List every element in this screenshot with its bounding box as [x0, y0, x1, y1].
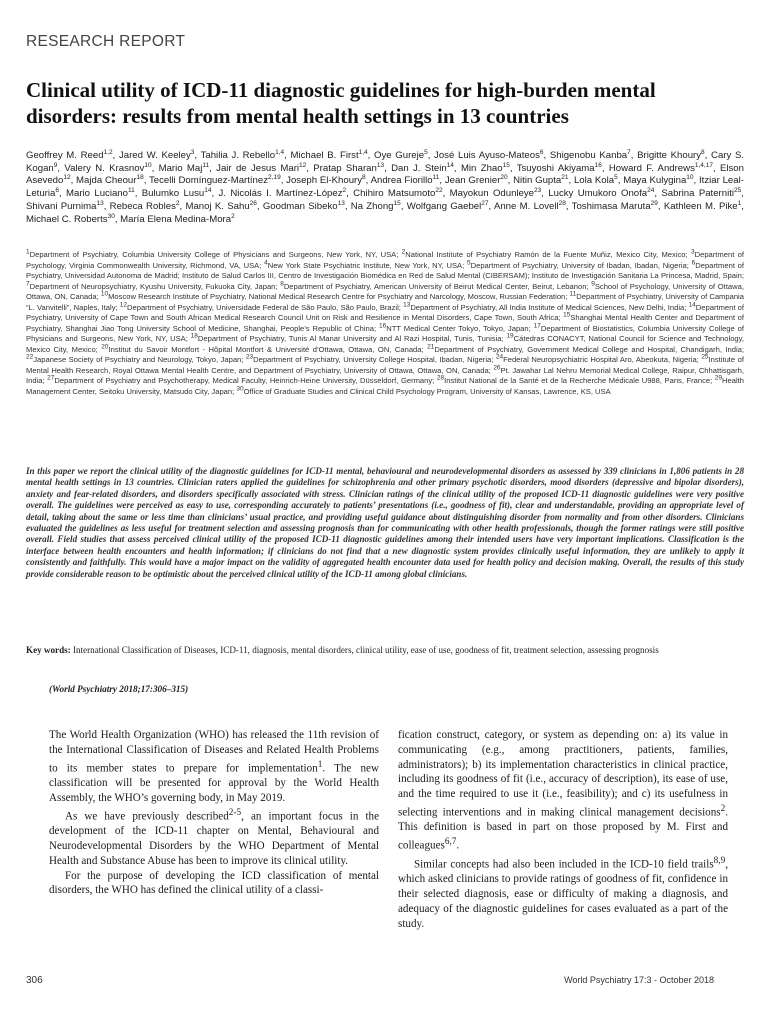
- author: [76, 175, 144, 186]
- author-affiliation-marker: 20: [500, 174, 508, 182]
- author: [391, 163, 454, 174]
- author: [66, 188, 135, 199]
- affiliation-number: 30: [236, 384, 244, 392]
- author-affiliation-marker: 29: [650, 199, 658, 207]
- author-affiliation-marker: 12: [63, 174, 71, 182]
- author-name: Oye Gureje: [374, 150, 425, 161]
- affiliation: [264, 258, 465, 270]
- affiliation-number: 21: [427, 342, 435, 350]
- affiliation-number: 24: [495, 353, 504, 361]
- author: [609, 163, 713, 174]
- affiliation-number: 25: [701, 353, 709, 361]
- affiliation-text: Office of Graduate Studies and Clinical Child Psychology Program, University of Kansas, Lawrence, KS, USA: [243, 386, 611, 396]
- affiliation-number: 29: [714, 374, 723, 382]
- affiliation: [437, 376, 712, 385]
- author-list: Geoffrey M. Reed$^{1,2}$, Jared W. Keeley$^3$, Tahilia J. Rebello$^{1,4}$, Michael B. First$^{1,4}$, Oye Gureje$^5$, José Luis Ayuso-Mateos$^6$, Shigenobu Kanba$^7$, Brigitte Khoury$^8$, Cary S. Kogan$^9$, Valery N. Krasnov$^{10}$, Mario Maj$^{11}$, Jair de Jesus Mari$^{12}$, Pratap Sharan$^{13}$, Dan J. Stein$^{14}$, Min Zhao$^{15}$, Tsuyoshi Akiyama$^{16}$, Howard F. Andrews$^{1,4,17}$, Elson Asevedo$^{12}$, Majda Cheour$^{18}$, Tecelli Domínguez-Martínez$^{2,19}$, Joseph El-Khoury$^8$, Andrea Fiorillo$^{11}$, Jean Grenier$^{20}$, Nitin Gupta$^{21}$, Lola Kola$^5$, Maya Kulygina$^{10}$, Itziar Leal-Leturia$^6$, Mario Luciano$^{11}$, Bulumko Lusu$^{14}$, J. Nicolás I. Martínez-López$^2$, Chihiro Matsumoto$^{22}$, Mayokun Odunleye$^{23}$, Lucky Umukoro Onofa$^{24}$, Sabrina Paterniti$^{25}$, Shivani Purnima$^{13}$, Rebeca Robles$^2$, Manoj K. Sahu$^{26}$, Goodman Sibeko$^{13}$, Na Zhong$^{15}$, Wolfgang Gaebel$^{27}$, Anne M. Lovell$^{28}$, Toshimasa Maruta$^{29}$, Kathleen M. Pike$^1$, Michael C. Roberts$^{30}$, María Elena Medina-Mora$^2$: [26, 148, 745, 225]
- author-affiliation-marker: 30: [107, 212, 115, 220]
- author-affiliation-marker: 10: [686, 174, 694, 182]
- author-name: Michael C. Roberts: [26, 213, 108, 225]
- affiliation-number: 12: [119, 300, 128, 308]
- affiliation: [26, 250, 398, 259]
- affiliation: [101, 292, 568, 301]
- author-affiliation-marker: 11: [127, 186, 135, 194]
- body-text: The World Health Organization (WHO) has released the 11th revision of the International Classification of Diseases and Related Health Problems to its member states to prepare for implementation: [49, 729, 379, 775]
- author-name: Geoffrey M. Reed: [26, 150, 104, 161]
- page-number: 306: [26, 975, 43, 986]
- affiliation: [47, 376, 434, 385]
- author-name: Pratap Sharan: [313, 162, 377, 174]
- author-name: Elson Asevedo: [26, 162, 744, 187]
- author: [371, 175, 440, 186]
- citation: (World Psychiatry 2018;17:306–315): [49, 684, 189, 694]
- body-paragraph: [398, 728, 728, 854]
- author-affiliation-marker: 7: [627, 148, 631, 156]
- affiliation-text: Cátedras CONACYT, National Council for Science and Technology, Mexico City, Mexico;: [26, 334, 744, 354]
- affiliation-text: Institut du Savoir Montfort - Hôpital Montfort & Université d’Ottawa, Ottawa, ON, Canada;: [108, 344, 424, 354]
- body-paragraph: [49, 869, 379, 899]
- affiliation: [246, 355, 493, 364]
- author-name: Kathleen M. Pike: [663, 200, 738, 212]
- author: [513, 175, 568, 186]
- affiliation: [191, 334, 504, 343]
- affiliation-text: Department of Psychiatry, University of Ibadan, Ibadan, Nigeria;: [470, 260, 689, 270]
- affiliation-number: 6: [691, 258, 696, 266]
- author-name: Jean Grenier: [444, 175, 501, 187]
- author-name: Mario Maj: [158, 162, 203, 174]
- author: [313, 163, 384, 174]
- affiliation-number: 17: [533, 321, 541, 329]
- affiliation-number: 13: [403, 300, 411, 308]
- affiliation-text: Department of Psychiatry, Columbia University College of Physicians and Surgeons, New York, NY, USA;: [29, 250, 399, 259]
- author: [120, 214, 235, 225]
- author-affiliation-marker: 14: [446, 161, 454, 169]
- author-name: Lola Kola: [573, 175, 615, 187]
- body-paragraph: [49, 806, 379, 869]
- author-affiliation-marker: 2,19: [268, 174, 281, 182]
- affiliation-number: 1: [26, 248, 30, 256]
- author-name: Michael B. First: [290, 150, 359, 161]
- affiliation: [26, 279, 278, 291]
- author-affiliation-marker: 13: [96, 199, 104, 207]
- affiliation-number: 20: [101, 342, 109, 350]
- body-text: . The new classification will be presented for approval by the World Health Assembly, the WHO’s governing body, in May 2019.: [49, 762, 379, 804]
- author-affiliation-marker: 8: [362, 174, 366, 182]
- author-affiliation-marker: 1,4: [275, 148, 285, 156]
- author-name: Min Zhao: [460, 162, 503, 174]
- affiliation: [236, 384, 611, 396]
- author-name: Lucky Umukoro Onofa: [548, 188, 648, 200]
- affiliation-text: Institute of Mental Health Research, Royal Ottawa Mental Health Centre, and Department of Psychiatry, University of Ottawa, Ottawa, ON, Canada;: [26, 355, 744, 375]
- author-affiliation-marker: 12: [299, 161, 307, 169]
- body-text: Similar concepts had also been included in the ICD-10 field trails: [414, 858, 714, 871]
- author-name: Mayokun Odunleye: [449, 188, 535, 200]
- author: [219, 188, 347, 199]
- author: [351, 201, 401, 212]
- body-text: .: [456, 839, 460, 852]
- author-affiliation-marker: 15: [393, 199, 401, 207]
- author-affiliation-marker: 13: [337, 199, 345, 207]
- author: [286, 175, 366, 186]
- author: [26, 201, 104, 212]
- affiliation-text: Health Management Center, Seitoku University, Matsudo City, Japan;: [26, 376, 744, 396]
- author-name: Tsuyoshi Akiyama: [516, 162, 595, 174]
- affiliation-number: 3: [691, 248, 695, 256]
- affiliation-text: Department of Biostatistics, Columbia University College of Physicians and Surgeons, New York, NY, USA;: [26, 323, 744, 343]
- author-affiliation-marker: 2: [231, 212, 235, 220]
- author-affiliation-marker: 25: [734, 186, 742, 194]
- affiliation-text: School of Psychology, University of Ottawa, Ottawa, ON, Canada;: [26, 281, 744, 301]
- author: [26, 150, 113, 161]
- author-affiliation-marker: 3: [190, 148, 195, 156]
- author-name: Itziar Leal-Leturia: [26, 175, 744, 200]
- keywords-text: International Classification of Diseases, ICD-11, diagnosis, mental disorders, clinical utility, ease of use, goodness of fit, treatment selection, assessing prognosis: [73, 645, 659, 655]
- author-affiliation-marker: 8: [701, 148, 705, 156]
- author-name: Mario Luciano: [66, 188, 128, 200]
- journal-footer: World Psychiatry 17:3 - October 2018: [564, 975, 714, 985]
- author-affiliation-marker: 22: [435, 186, 443, 194]
- affiliation-text: Shanghai Mental Health Center and Department of Psychiatry, Shanghai Jiao Tong University School of Medicine, Shanghai, People’s Republic of China;: [26, 313, 744, 333]
- affiliation: [119, 300, 401, 312]
- author-name: Sabrina Paterniti: [661, 188, 735, 200]
- affiliation-number: 8: [280, 279, 284, 287]
- author-affiliation-marker: 1,4: [358, 148, 368, 156]
- affiliation: [496, 355, 699, 364]
- author: [494, 201, 566, 212]
- author: [374, 150, 428, 161]
- author-affiliation-marker: 2: [175, 199, 180, 207]
- author-affiliation-marker: 10: [144, 161, 152, 169]
- affiliation: [26, 355, 243, 364]
- author: [263, 201, 345, 212]
- body-text: As we have previously described: [65, 810, 229, 823]
- author-affiliation-marker: 13: [376, 161, 385, 169]
- affiliation-text: Department of Psychiatry, Government Medical College and Hospital, Chandigarh, India;: [434, 344, 744, 354]
- author: [353, 188, 442, 199]
- author-name: Tahilia J. Rebello: [200, 150, 276, 161]
- author-affiliation-marker: 14: [204, 186, 212, 194]
- author-affiliation-marker: 24: [647, 186, 655, 194]
- author-name: Joseph El-Khoury: [286, 175, 363, 187]
- author-affiliation-marker: 11: [202, 161, 210, 169]
- author: [407, 201, 489, 212]
- author-name: Valery N. Krasnov: [64, 162, 145, 174]
- affiliations: [26, 250, 744, 397]
- author-name: Chihiro Matsumoto: [353, 188, 436, 200]
- affiliation-text: Department of Neuropsychiatry, Kyushu University, Fukuoka City, Japan;: [29, 281, 278, 291]
- affiliation-text: Department of Psychology, Virginia Commonwealth University, Richmond, VA, USA;: [26, 250, 744, 270]
- affiliation-text: Federal Neuropsychiatric Hospital Aro, Abeokuta, Nigeria;: [503, 355, 699, 364]
- author: [623, 175, 693, 186]
- author-name: Toshimasa Maruta: [571, 200, 651, 212]
- author-affiliation-marker: 6: [55, 186, 59, 194]
- affiliation: [403, 300, 687, 312]
- author: [661, 188, 741, 199]
- affiliation-number: 5: [466, 258, 471, 266]
- author-name: Wolfgang Gaebel: [406, 200, 482, 212]
- author-affiliation-marker: 16: [594, 161, 602, 169]
- affiliation-text: New York State Psychiatric Institute, New York, NY, USA;: [267, 260, 465, 270]
- author: [185, 201, 256, 212]
- author-affiliation-marker: 18: [136, 174, 144, 182]
- affiliation-number: 2: [401, 248, 406, 256]
- affiliation-number: 16: [379, 321, 387, 329]
- author-name: Jair de Jesus Mari: [216, 162, 300, 174]
- body-text: fication construct, category, or system as depending on: a) its value in communicating (e.g., among practitioners, patients, families, administrators); b) its implementation characteristics in clinical practice, including its goodness of fit (i.e., accuracy of description), its ease of use, and the time required to use it (i.e., feasibility); and c) its usefulness in selecting interventions and in making clinical management decisions: [398, 729, 728, 819]
- author-affiliation-marker: 28: [558, 199, 566, 207]
- author: [637, 150, 705, 161]
- affiliation-text: Pt. Jawahar Lal Nehru Memorial Medical College, Raipur, Chhattisgarh, India;: [26, 365, 744, 385]
- author: [574, 175, 618, 186]
- affiliation-number: 9: [591, 279, 595, 287]
- affiliation-text: Japanese Society of Psychiatry and Neurology, Tokyo, Japan;: [33, 355, 244, 364]
- author-affiliation-marker: 2: [342, 186, 347, 194]
- affiliation-number: 10: [100, 290, 109, 298]
- citation-reference: 1: [317, 759, 323, 770]
- keywords-label: Key words:: [26, 645, 71, 655]
- author-name: Goodman Sibeko: [262, 200, 338, 212]
- author: [434, 150, 543, 161]
- author-name: Manoj K. Sahu: [185, 200, 250, 212]
- affiliation: [101, 342, 424, 354]
- affiliation-number: 7: [26, 279, 30, 287]
- author-name: Nitin Gupta: [513, 175, 562, 187]
- author: [550, 150, 631, 161]
- author-name: José Luis Ayuso-Mateos: [434, 150, 540, 161]
- affiliation: [427, 342, 744, 354]
- affiliation-number: 28: [436, 374, 445, 382]
- affiliation-text: Department of Psychiatry, University of Campania “L. Vanvitelli”, Naples, Italy;: [26, 292, 744, 312]
- author: [461, 163, 510, 174]
- affiliation-text: Department of Psychiatry, Universidade Federal de São Paulo, São Paulo, Brazil;: [127, 302, 401, 312]
- body-text: . This definition is based in part on those proposed by M. First and colleagues: [398, 806, 728, 852]
- author-name: Tecelli Domínguez-Martínez: [148, 175, 269, 187]
- body-column-right: [398, 728, 728, 931]
- author: [26, 214, 115, 225]
- author-affiliation-marker: 26: [249, 199, 257, 207]
- author: [216, 163, 306, 174]
- author-affiliation-marker: 1: [737, 199, 742, 207]
- affiliation-text: Institut National de la Santé et de la Recherche Médicale U988, Paris, France;: [444, 376, 713, 385]
- author: [201, 150, 285, 161]
- author-name: Dan J. Stein: [391, 162, 447, 174]
- author: [142, 188, 212, 199]
- article-title: Clinical utility of ICD-11 diagnostic guidelines for high-burden mental disorders: results from mental health settings in 13 countries: [26, 78, 656, 128]
- affiliation-text: Department of Psychiatry, Universidad Autonoma de Madrid; Instituto de Salud Carlos III, Centro de Investigación Biomédica en Red de Salud Mental (CIBERSAM); Instituto de Investigación Sanitaria La Princesa, Madrid, Spain;: [26, 260, 744, 280]
- affiliation-number: 15: [563, 311, 571, 319]
- author-affiliation-marker: 1,4,17: [694, 161, 713, 169]
- author-name: Cary S. Kogan: [26, 150, 745, 174]
- section-label: RESEARCH REPORT: [26, 33, 186, 50]
- author-affiliation-marker: 27: [481, 199, 489, 207]
- author-name: Rebeca Robles: [109, 200, 176, 212]
- author-name: Howard F. Andrews: [608, 162, 695, 174]
- author-affiliation-marker: 1,2: [103, 148, 113, 156]
- author-name: J. Nicolás I. Martínez-López: [218, 188, 343, 200]
- author-name: Anne M. Lovell: [493, 200, 559, 212]
- author-affiliation-marker: 5: [424, 148, 428, 156]
- author: [450, 188, 542, 199]
- author: [664, 201, 741, 212]
- author-name: Andrea Fiorillo: [370, 175, 433, 187]
- affiliation-number: 22: [26, 353, 34, 361]
- affiliation-text: Department of Psychiatry, All India Institute of Medical Sciences, New Delhi, India;: [410, 302, 687, 312]
- author-affiliation-marker: 9: [53, 161, 58, 169]
- affiliation: [402, 250, 688, 259]
- affiliation: [280, 279, 589, 291]
- author: [159, 163, 210, 174]
- author-name: Shigenobu Kanba: [549, 150, 628, 161]
- affiliation-text: National Institute of Psychiatry Ramón de la Fuente Muñiz, Mexico City, Mexico;: [405, 250, 688, 259]
- affiliation-number: 26: [493, 363, 501, 371]
- author: [110, 201, 180, 212]
- body-text: , an important focus in the development of the ICD-11 chapter on Mental, Behavioural and Neurodevelopmental Disorders by the WHO Department of Mental Health and Substance Abuse has been to improve its clinical utility.: [49, 810, 379, 867]
- body-column-left: [49, 728, 379, 898]
- body-text: , which asked clinicians to provide ratings of goodness of fit, confidence in their selected diagnosis, ease or difficulty of making a diagnosis, and adequacy of the diagnostic guidelines for cases evaluated as a part of the study.: [398, 858, 728, 930]
- author-affiliation-marker: 21: [561, 174, 569, 182]
- affiliation-number: 23: [245, 353, 254, 361]
- author: [64, 163, 151, 174]
- author: [149, 175, 281, 186]
- author-name: Jared W. Keeley: [118, 150, 191, 161]
- affiliation-text: Moscow Research Institute of Psychiatry, National Medical Research Centre for Psychiatry and Narcology, Moscow, Russian Federation;: [108, 292, 568, 301]
- author-name: Maya Kulygina: [623, 175, 687, 187]
- affiliation-text: NTT Medical Center Tokyo, Tokyo, Japan;: [386, 323, 531, 333]
- body-text: For the purpose of developing the ICD classification of mental disorders, the WHO has defined the clinical utility of a classi-: [49, 869, 379, 897]
- affiliation-number: 18: [190, 332, 198, 340]
- affiliation-number: 19: [506, 332, 514, 340]
- author-affiliation-marker: 15: [502, 161, 510, 169]
- author-affiliation-marker: 23: [534, 186, 542, 194]
- affiliation-number: 4: [264, 258, 268, 266]
- affiliation-number: 11: [569, 290, 577, 298]
- author: [119, 150, 194, 161]
- author-affiliation-marker: 11: [432, 174, 440, 182]
- affiliation: [466, 258, 689, 270]
- affiliation-text: Department of Psychiatry, University College Hospital, Ibadan, Nigeria;: [253, 355, 494, 364]
- affiliation-number: 14: [688, 300, 696, 308]
- author-name: Shivani Purnima: [26, 200, 97, 212]
- affiliation-text: Department of Psychiatry and Psychotherapy, Medical Faculty, Heinrich-Heine University, Düsseldorf, Germany;: [54, 376, 435, 385]
- author-name: Brigitte Khoury: [637, 150, 702, 161]
- author: [548, 188, 654, 199]
- affiliation-text: Department of Psychiatry, University of Cape Town and South African Medical Research Council Unit on Risk and Resilience in Mental Disorders, Cape Town, South Africa;: [26, 302, 744, 322]
- author: [517, 163, 602, 174]
- affiliation: [379, 321, 531, 333]
- author: [291, 150, 368, 161]
- citation-reference: 2-5: [228, 807, 242, 818]
- affiliation-number: 27: [47, 374, 55, 382]
- author-name: Bulumko Lusu: [141, 188, 205, 200]
- author-affiliation-marker: 5: [614, 174, 618, 182]
- author-name: Na Zhong: [350, 200, 394, 212]
- affiliation-text: Department of Psychiatry, Tunis Al Manar University and Al Razi Hospital, Tunis, Tunisia;: [197, 334, 504, 343]
- author: [445, 175, 508, 186]
- citation-reference: 2: [720, 803, 726, 814]
- author-name: María Elena Medina-Mora: [120, 213, 232, 225]
- citation-reference: 6,7: [444, 837, 457, 848]
- author-affiliation-marker: 6: [539, 148, 544, 156]
- body-paragraph: [398, 854, 728, 932]
- keywords: [26, 645, 744, 657]
- citation-reference: 8,9: [713, 855, 726, 866]
- affiliation-text: Department of Psychiatry, American University of Beirut Medical Center, Beirut, Lebanon;: [283, 281, 589, 291]
- body-paragraph: [49, 728, 379, 806]
- author: [572, 201, 658, 212]
- author-name: Majda Cheour: [76, 175, 137, 187]
- abstract: In this paper we report the clinical utility of the diagnostic guidelines for ICD-11 mental, behavioural and neurodevelopmental disorders as assessed by 339 clinicians in 1,806 patients in 28 mental health settings in 13 countries. Clinician raters applied the guidelines for schizophrenia and other primary psychotic disorders, mood disorders (depressive and bipolar disorders), anxiety and fear-related disorders, and disorders specifically associated with stress. Clinician ratings of the clinical utility of the proposed ICD-11 diagnostic guidelines were very positive overall. The guidelines were perceived as easy to use, corresponding accurately to patients’ presentations (i.e., goodness of fit), clear and understandable, providing an appropriate level of detail, taking about the same or less time than clinicians’ usual practice, and providing useful guidance about distinguishing disorder from normality and from other disorders. Clinicians evaluated the guidelines as less useful for treatment selection and assessing prognosis than for communicating with other health professionals, though the former ratings were still positive overall. Field studies that assess perceived clinical utility of the proposed ICD-11 diagnostic guidelines among their intended users have very important implications. Classification is the interface between health encounters and health information; if clinicians do not find that a new diagnostic system provides clinically useful information, they are unlikely to apply it consistently and faithfully. This would have a major impact on the validity of aggregated health encounter data used for health policy and decision making. Overall, the results of this study provide considerable reason to be optimistic about the perceived clinical utility of the ICD-11 among global clinicians.: [26, 466, 744, 579]
